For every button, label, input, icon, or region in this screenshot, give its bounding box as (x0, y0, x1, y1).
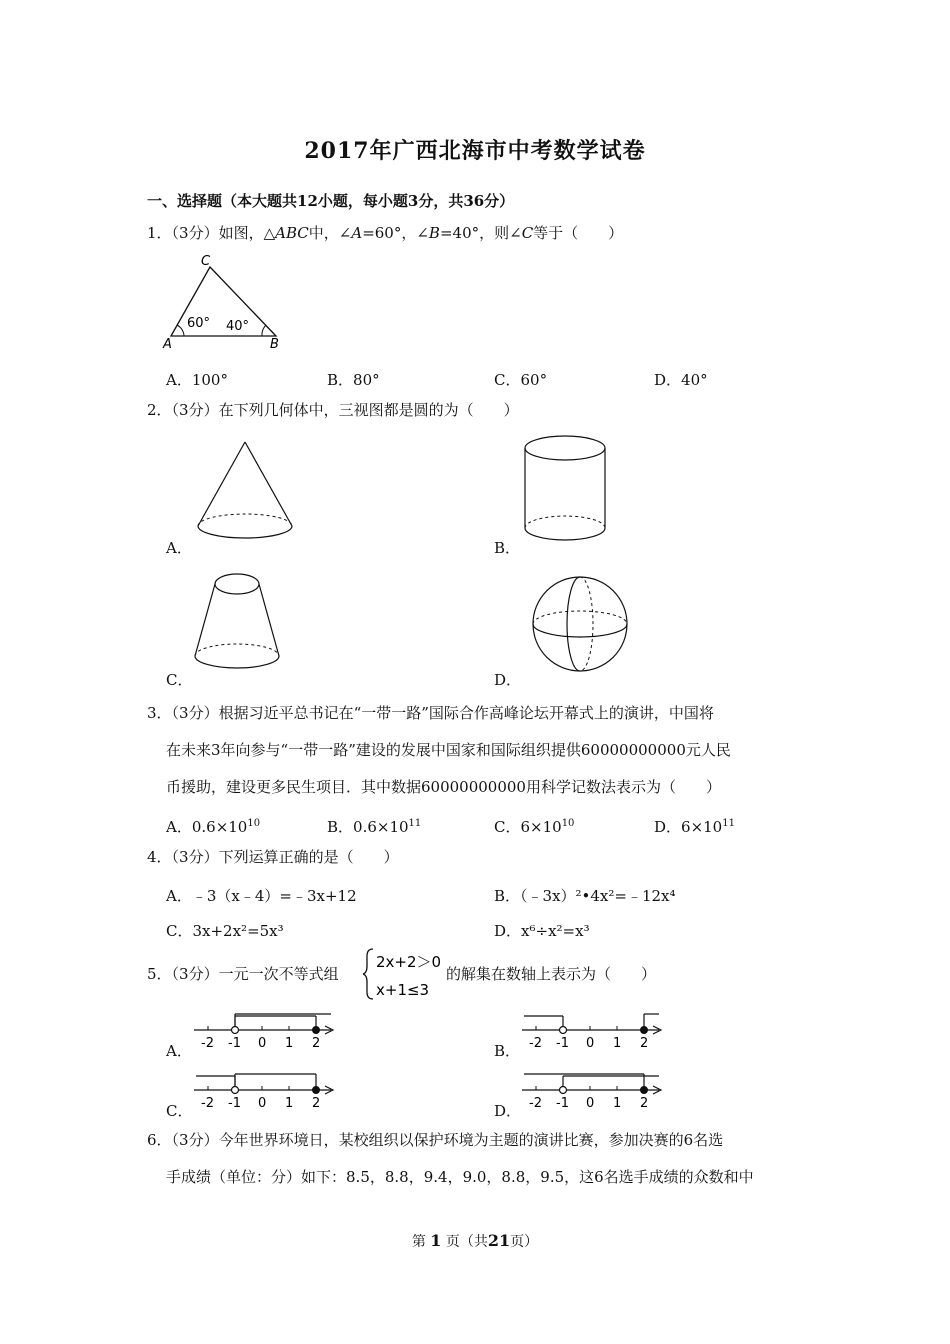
footer-text: 页（共 (445, 1234, 488, 1250)
number-line-c (194, 1070, 339, 1112)
q2-option-b[interactable]: B． (494, 539, 521, 557)
option-label: B． (327, 818, 354, 836)
q1-option-a[interactable] (166, 369, 228, 390)
q1-triangle-figure (160, 250, 290, 352)
question-1 (147, 226, 623, 241)
option-value: 0.6×10 (191, 818, 248, 836)
q4-option-c[interactable]: C．3x+2x²=5x³ (166, 922, 284, 940)
frustum-side-right (259, 584, 279, 656)
q3-text-line-1: 根据习近平总书记在“一带一路”国际合作高峰论坛开幕式上的演讲，中国将 (218, 704, 714, 722)
option-exponent: 10 (247, 818, 261, 829)
q1-option-c[interactable] (494, 369, 547, 390)
footer-text: 页） (510, 1234, 539, 1250)
option-exponent: 11 (408, 818, 422, 829)
tick-label: -1 (556, 1096, 569, 1111)
open-dot (232, 1027, 239, 1034)
q4-option-a[interactable]: A．﹣3（x﹣4）=﹣3x+12 (166, 887, 357, 905)
inequality-system (363, 946, 445, 1002)
question-number: 4． (147, 848, 172, 866)
option-label: D． (654, 371, 682, 389)
inequality-1: 2x+2＞0 (376, 953, 442, 971)
q1-text: =60°，∠ (362, 224, 429, 242)
option-value: 6×10 (681, 818, 723, 836)
q1-text: =40°，则∠ (439, 224, 522, 242)
q4-option-d[interactable]: D．x⁶÷x²=x³ (494, 922, 590, 940)
frustum-top (215, 574, 259, 594)
tick-label: 2 (312, 1036, 321, 1051)
question-score: （3分） (171, 1131, 219, 1149)
q5-option-a[interactable]: A． (166, 1042, 192, 1060)
q1-triangle-name: ABC (275, 224, 309, 242)
option-label: C． (494, 818, 521, 836)
q5-text: 一元一次不等式组 (218, 965, 339, 983)
tick-label: 0 (258, 1096, 267, 1111)
sphere-meridian-front (567, 577, 580, 671)
footer-total-pages: 21 (487, 1231, 511, 1250)
open-dot (560, 1027, 567, 1034)
question-number: 1． (147, 224, 172, 242)
open-dot (560, 1087, 567, 1094)
option-label: D． (654, 818, 682, 836)
tick-label: 1 (285, 1036, 294, 1051)
vertex-a-label: A (163, 337, 172, 352)
number-line-b (522, 1010, 667, 1052)
frustum-figure (190, 568, 286, 678)
vertex-c-label: C (201, 254, 211, 269)
tick-label: -2 (529, 1096, 542, 1111)
option-value: 6×10 (520, 818, 562, 836)
angle-b-arc (262, 325, 266, 336)
angle-a-arc (177, 325, 184, 336)
filled-dot (641, 1027, 648, 1034)
q5-option-b[interactable]: B． (494, 1042, 521, 1060)
question-2 (147, 403, 519, 418)
tick-label: -2 (529, 1036, 542, 1051)
question-4 (147, 850, 399, 865)
section-heading: 一、选择题（本大题共12小题，每小题3分，共36分） (147, 192, 515, 210)
vertex-b-label: B (270, 337, 279, 352)
option-label: A． (166, 371, 192, 389)
sphere-figure (526, 574, 634, 674)
sphere-outline (533, 577, 627, 671)
q4-text: 下列运算正确的是（ ） (218, 848, 399, 866)
option-label: A． (166, 818, 192, 836)
q3-option-a[interactable] (166, 816, 260, 837)
inequality-2: x+1≤3 (376, 981, 430, 999)
q3-option-c[interactable] (494, 816, 574, 837)
question-score: （3分） (171, 848, 219, 866)
q5-option-c[interactable]: C． (166, 1102, 193, 1120)
q1-angle-a: A (351, 224, 363, 242)
option-label: B． (327, 371, 354, 389)
tick-label: 1 (285, 1096, 294, 1111)
q1-angle-b: B (428, 224, 440, 242)
q1-text: 等于（ ） (533, 224, 624, 242)
option-value: 0.6×10 (353, 818, 409, 836)
q3-text-line-3: 币援助，建设更多民生项目．其中数据60000000000用科学记数法表示为（ ） (166, 778, 721, 796)
question-number: 6． (147, 1131, 172, 1149)
question-number: 5． (147, 965, 172, 983)
option-value: 80° (353, 371, 380, 389)
question-number: 3． (147, 704, 172, 722)
q1-angle-c: C (521, 224, 534, 242)
q2-option-d[interactable]: D． (494, 671, 522, 689)
cone-base-back (198, 514, 292, 526)
option-value: 60° (520, 371, 548, 389)
page-title: 2017年广西北海市中考数学试卷 (304, 138, 646, 164)
sphere-equator-front (533, 624, 627, 637)
tick-label: 0 (586, 1096, 595, 1111)
tick-label: -1 (228, 1096, 241, 1111)
tick-label: 2 (312, 1096, 321, 1111)
number-line-a (194, 1010, 339, 1052)
q3-option-b[interactable] (327, 816, 421, 837)
angle-a-label: 60° (187, 316, 211, 331)
tick-label: 1 (613, 1036, 622, 1051)
tick-label: -1 (556, 1036, 569, 1051)
q4-option-b[interactable]: B．（﹣3x）²•4x²=﹣12x⁴ (494, 887, 676, 905)
question-score: （3分） (171, 965, 219, 983)
q1-option-b[interactable] (327, 369, 380, 390)
q1-text: 如图，△ (218, 224, 276, 242)
frustum-base-front (195, 656, 279, 668)
number-line-d (522, 1070, 667, 1112)
tick-label: 0 (586, 1036, 595, 1051)
question-score: （3分） (171, 704, 219, 722)
question-score: （3分） (171, 401, 219, 419)
system-brace (363, 949, 373, 999)
tick-label: 0 (258, 1036, 267, 1051)
option-value: 100° (191, 371, 228, 389)
footer-page-number: 1 (430, 1231, 442, 1250)
frustum-side-left (195, 584, 215, 656)
tick-label: 1 (613, 1096, 622, 1111)
cylinder-base-front (525, 528, 605, 540)
q6-text-line-1: 今年世界环境日，某校组织以保护环境为主题的演讲比赛，参加决赛的6名选 (218, 1131, 724, 1149)
angle-b-label: 40° (226, 319, 250, 334)
q2-option-c[interactable]: C． (166, 671, 193, 689)
question-score: （3分） (171, 224, 219, 242)
q3-option-d[interactable] (654, 816, 735, 837)
filled-dot (641, 1087, 648, 1094)
sphere-equator-back (533, 611, 627, 624)
option-exponent: 11 (722, 818, 735, 829)
q5-text-post: 的解集在数轴上表示为（ ） (446, 965, 657, 983)
q2-option-a[interactable]: A． (166, 539, 192, 557)
open-dot (232, 1087, 239, 1094)
q3-text-line-2: 在未来3年向参与“一带一路”建设的发展中国家和国际组织提供60000000000元人民 (166, 741, 731, 759)
tick-label: -2 (201, 1096, 214, 1111)
question-5 (147, 967, 339, 982)
frustum-base-back (195, 644, 279, 656)
question-3 (147, 706, 714, 721)
option-label: C． (494, 371, 521, 389)
cone-side-right (245, 442, 292, 526)
cone-figure (190, 436, 300, 546)
tick-label: -1 (228, 1036, 241, 1051)
filled-dot (313, 1027, 320, 1034)
cylinder-top (525, 436, 605, 460)
filled-dot (313, 1087, 320, 1094)
tick-label: -2 (201, 1036, 214, 1051)
page-footer (0, 1231, 950, 1251)
option-value: 40° (681, 371, 708, 389)
q2-text: 在下列几何体中，三视图都是圆的为（ ） (218, 401, 519, 419)
q1-option-d[interactable] (654, 369, 708, 390)
q5-option-d[interactable]: D． (494, 1102, 522, 1120)
cylinder-base-back (525, 516, 605, 528)
q6-text-line-2: 手成绩（单位：分）如下：8.5，8.8，9.4，9.0，8.8，9.5，这6名选手成绩的众数和中 (166, 1168, 754, 1186)
tick-label: 2 (640, 1036, 649, 1051)
sphere-meridian-back (580, 577, 593, 671)
cone-base-front (198, 526, 292, 538)
tick-label: 2 (640, 1096, 649, 1111)
cone-side-left (198, 442, 245, 526)
option-exponent: 10 (561, 818, 575, 829)
question-number: 2． (147, 401, 172, 419)
q1-text: 中，∠ (308, 224, 352, 242)
footer-text: 第 (411, 1234, 426, 1250)
cylinder-figure (518, 430, 614, 548)
question-6 (147, 1133, 723, 1148)
